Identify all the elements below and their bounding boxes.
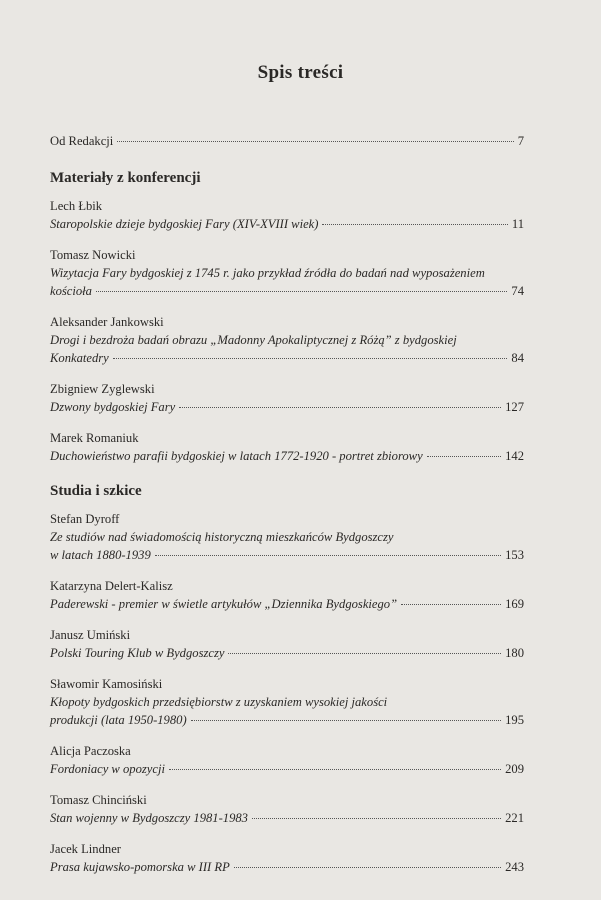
entry-author: Tomasz Chinciński [50,793,147,807]
dot-leader [113,358,508,359]
entry-title: w latach 1880-1939 [50,548,151,562]
page-number: 142 [505,449,524,463]
dot-leader [228,653,501,654]
page-number: 127 [505,400,524,414]
toc-entry [50,313,524,367]
entry-author: Katarzyna Delert-Kalisz [50,579,173,593]
dot-leader [179,407,501,408]
page-number: 169 [505,597,524,611]
page-number: 221 [505,811,524,825]
entry-author: Janusz Umiński [50,628,131,642]
entry-title: Od Redakcji [50,134,114,148]
entry-author: Aleksander Jankowski [50,315,164,329]
toc-entry [50,742,524,778]
page-number: 7 [517,134,524,148]
dot-leader [191,720,501,721]
entry-author: Stefan Dyroff [50,512,120,526]
dot-leader [427,456,501,457]
entry-title: Stan wojenny w Bydgoszczy 1981-1983 [50,811,248,825]
entry-title: Drogi i bezdroża badań obrazu „Madonny Apokaliptycznej z Różą” z bydgoskiej [50,333,457,347]
table-of-contents [50,132,524,889]
entry-author: Tomasz Nowicki [50,248,136,262]
toc-entry [50,510,524,564]
dot-leader [401,604,501,605]
entry-author: Jacek Lindner [50,842,121,856]
entry-title: Ze studiów nad świadomością historyczną mieszkańców Bydgoszczy [50,530,394,544]
page-number: 74 [511,284,524,298]
page-number: 243 [505,860,524,874]
page-number: 84 [511,351,524,365]
dot-leader [117,141,513,142]
entry-author: Sławomir Kamosiński [50,677,163,691]
page-number: 11 [511,217,524,231]
dot-leader [252,818,501,819]
entry-title: produkcji (lata 1950-1980) [50,713,187,727]
page-number: 195 [505,713,524,727]
page-title: Spis treści [257,62,344,83]
toc-entry [50,791,524,827]
entry-title: Konkatedry [50,351,109,365]
entry-title: Dzwony bydgoskiej Fary [50,400,176,414]
page-number: 209 [505,762,524,776]
entry-title: Fordoniacy w opozycji [50,762,165,776]
toc-entry [50,380,524,416]
dot-leader [322,224,507,225]
entry-title: Staropolskie dzieje bydgoskiej Fary (XIV-XVIII wiek) [50,217,319,231]
toc-entry [50,197,524,233]
toc-entry [50,675,524,729]
toc-entry [50,577,524,613]
toc-entry [50,246,524,300]
entry-title: kościoła [50,284,92,298]
entry-title: Paderewski - premier w świetle artykułów „Dziennika Bydgoskiego” [50,597,398,611]
page-number: 180 [505,646,524,660]
page-number: 153 [505,548,524,562]
entry-author: Lech Łbik [50,199,103,213]
entry-author: Alicja Paczoska [50,744,131,758]
entry-title: Duchowieństwo parafii bydgoskiej w latach 1772-1920 - portret zbiorowy [50,449,423,463]
entry-title: Kłopoty bydgoskich przedsiębiorstw z uzyskaniem wysokiej jakości [50,695,388,709]
entry-title: Wizytacja Fary bydgoskiej z 1745 r. jako przykład źródła do badań nad wyposażeniem [50,266,485,280]
toc-entry [50,840,524,876]
entry-author: Marek Romaniuk [50,431,139,445]
section-heading: Studia i szkice [50,483,142,499]
dot-leader [234,867,501,868]
dot-leader [96,291,507,292]
entry-author: Zbigniew Zyglewski [50,382,155,396]
toc-entry [50,429,524,465]
section-heading: Materiały z konferencji [50,170,201,186]
dot-leader [169,769,501,770]
entry-title: Polski Touring Klub w Bydgoszczy [50,646,225,660]
toc-entry [50,626,524,662]
dot-leader [155,555,501,556]
entry-title: Prasa kujawsko-pomorska w III RP [50,860,230,874]
toc-entry-intro [50,132,524,150]
